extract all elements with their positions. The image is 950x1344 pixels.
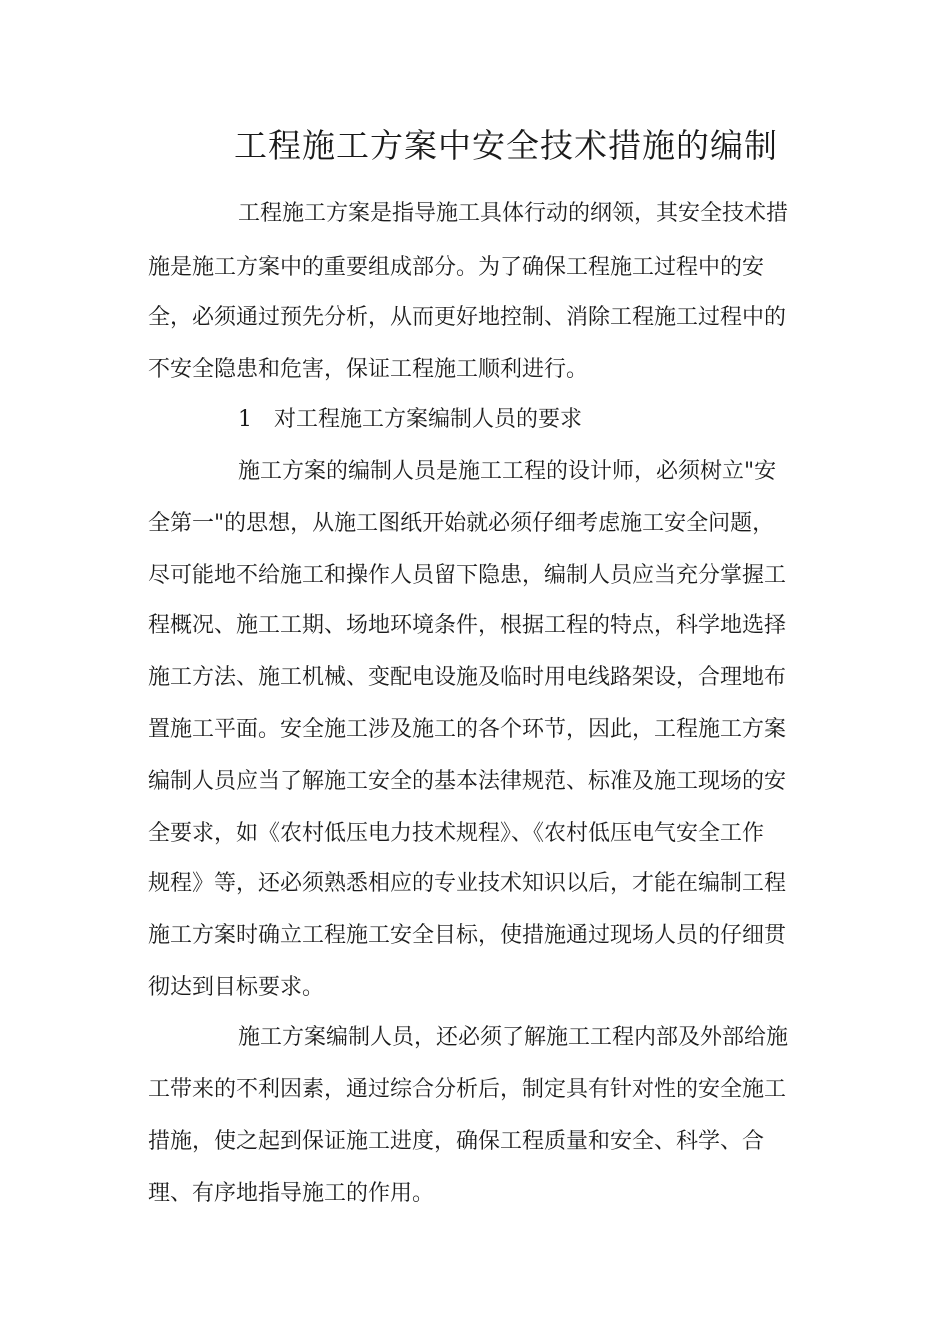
paragraph-line: 全，必须通过预先分析，从而更好地控制、消除工程施工过程中的 bbox=[148, 305, 787, 330]
paragraph-line: 施工方案编制人员，还必须了解施工工程内部及外部给施 bbox=[238, 1025, 789, 1050]
paragraph-line: 彻达到目标要求。 bbox=[148, 975, 325, 1000]
paragraph-line: 理、有序地指导施工的作用。 bbox=[148, 1181, 435, 1206]
document-title: 工程施工方案中安全技术措施的编制 bbox=[234, 126, 778, 165]
paragraph-line: 编制人员应当了解施工安全的基本法律规范、标准及施工现场的安 bbox=[148, 769, 787, 794]
paragraph-line: 施工方案时确立工程施工安全目标，使措施通过现场人员的仔细贯 bbox=[148, 923, 787, 948]
paragraph-line: 措施，使之起到保证施工进度，确保工程质量和安全、科学、合 bbox=[148, 1129, 765, 1154]
paragraph-line: 工带来的不利因素，通过综合分析后，制定具有针对性的安全施工 bbox=[148, 1077, 787, 1102]
paragraph-line: 施工方案的编制人员是施工工程的设计师，必须树立"安 bbox=[238, 459, 777, 484]
paragraph-line: 不安全隐患和危害，保证工程施工顺利进行。 bbox=[148, 357, 589, 382]
paragraph-line: 规程》等，还必须熟悉相应的专业技术知识以后，才能在编制工程 bbox=[148, 871, 787, 896]
paragraph-line: 施工方法、施工机械、变配电设施及临时用电线路架设，合理地布 bbox=[148, 665, 787, 690]
section-heading: 1 对工程施工方案编制人员的要求 bbox=[238, 407, 582, 432]
paragraph-line: 置施工平面。安全施工涉及施工的各个环节，因此，工程施工方案 bbox=[148, 717, 787, 742]
paragraph-line: 施是施工方案中的重要组成部分。为了确保工程施工过程中的安 bbox=[148, 255, 765, 280]
paragraph-line: 全要求，如《农村低压电力技术规程》、《农村低压电气安全工作 bbox=[148, 821, 765, 846]
paragraph-line: 工程施工方案是指导施工具体行动的纲领，其安全技术措 bbox=[238, 201, 789, 226]
paragraph-line: 全第一"的思想，从施工图纸开始就必须仔细考虑施工安全问题， bbox=[148, 511, 775, 536]
paragraph-line: 程概况、施工工期、场地环境条件，根据工程的特点，科学地选择 bbox=[148, 613, 787, 638]
paragraph-line: 尽可能地不给施工和操作人员留下隐患，编制人员应当充分掌握工 bbox=[148, 563, 787, 588]
